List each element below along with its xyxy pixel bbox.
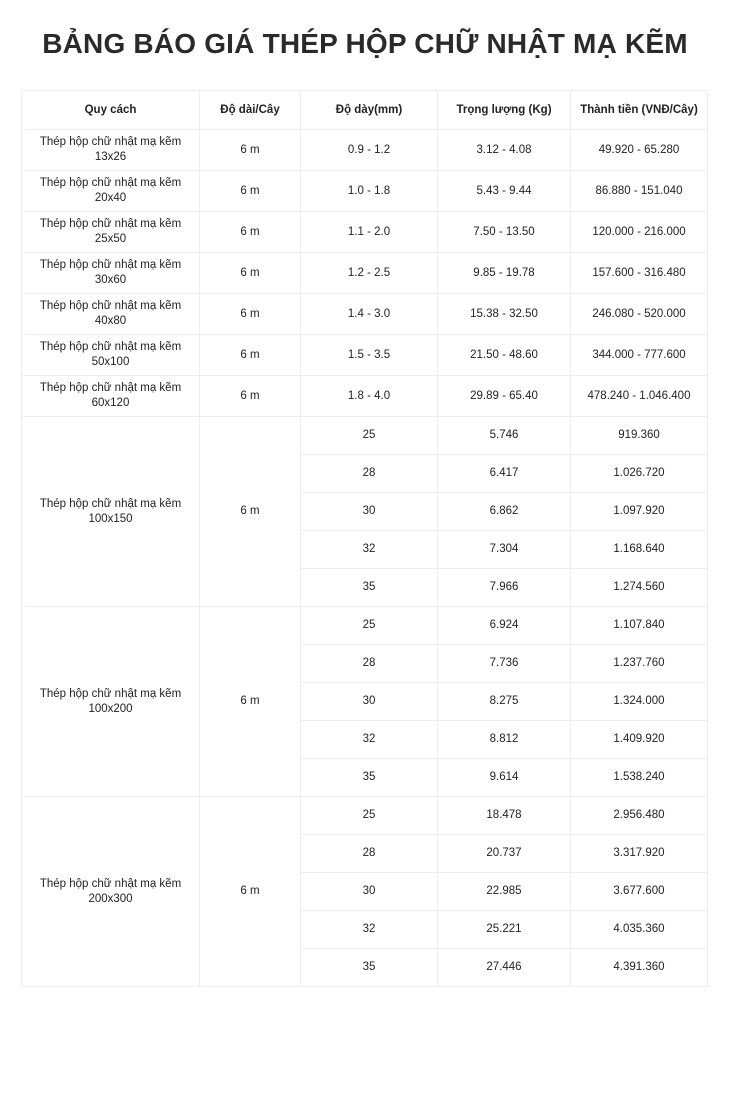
thickness-cell: 30 xyxy=(301,873,438,911)
weight-cell: 8.812 xyxy=(438,721,571,759)
price-cell: 1.274.560 xyxy=(571,569,708,607)
price-cell: 1.237.760 xyxy=(571,645,708,683)
spec-cell: Thép hộp chữ nhật mạ kẽm 100x150 xyxy=(22,417,200,607)
weight-cell: 3.12 - 4.08 xyxy=(438,130,571,171)
price-cell: 478.240 - 1.046.400 xyxy=(571,376,708,417)
weight-cell: 15.38 - 32.50 xyxy=(438,294,571,335)
length-cell: 6 m xyxy=(200,376,301,417)
length-cell: 6 m xyxy=(200,797,301,987)
thickness-cell: 35 xyxy=(301,759,438,797)
thickness-cell: 25 xyxy=(301,797,438,835)
thickness-cell: 25 xyxy=(301,417,438,455)
table-row xyxy=(22,212,708,253)
weight-cell: 20.737 xyxy=(438,835,571,873)
spec-cell: Thép hộp chữ nhật mạ kẽm 40x80 xyxy=(22,294,200,335)
thickness-cell: 32 xyxy=(301,911,438,949)
weight-cell: 9.614 xyxy=(438,759,571,797)
length-cell: 6 m xyxy=(200,335,301,376)
header-spec: Quy cách xyxy=(22,91,200,130)
thickness-cell: 32 xyxy=(301,721,438,759)
table-row xyxy=(22,376,708,417)
length-cell: 6 m xyxy=(200,130,301,171)
length-cell: 6 m xyxy=(200,607,301,797)
price-cell: 1.538.240 xyxy=(571,759,708,797)
thickness-cell: 1.5 - 3.5 xyxy=(301,335,438,376)
price-table xyxy=(21,90,708,987)
spec-cell: Thép hộp chữ nhật mạ kẽm 50x100 xyxy=(22,335,200,376)
table-header-row xyxy=(22,91,708,130)
thickness-cell: 1.4 - 3.0 xyxy=(301,294,438,335)
spec-cell: Thép hộp chữ nhật mạ kẽm 30x60 xyxy=(22,253,200,294)
table-row xyxy=(22,130,708,171)
header-price: Thành tiền (VNĐ/Cây) xyxy=(571,91,708,130)
weight-cell: 7.966 xyxy=(438,569,571,607)
thickness-cell: 32 xyxy=(301,531,438,569)
price-cell: 4.035.360 xyxy=(571,911,708,949)
length-cell: 6 m xyxy=(200,171,301,212)
length-cell: 6 m xyxy=(200,294,301,335)
weight-cell: 9.85 - 19.78 xyxy=(438,253,571,294)
header-weight: Trọng lượng (Kg) xyxy=(438,91,571,130)
weight-cell: 6.417 xyxy=(438,455,571,493)
weight-cell: 6.924 xyxy=(438,607,571,645)
weight-cell: 18.478 xyxy=(438,797,571,835)
price-cell: 1.026.720 xyxy=(571,455,708,493)
price-cell: 246.080 - 520.000 xyxy=(571,294,708,335)
thickness-cell: 28 xyxy=(301,835,438,873)
table-row xyxy=(22,335,708,376)
weight-cell: 22.985 xyxy=(438,873,571,911)
price-cell: 120.000 - 216.000 xyxy=(571,212,708,253)
table-body xyxy=(22,130,708,987)
weight-cell: 7.736 xyxy=(438,645,571,683)
price-cell: 344.000 - 777.600 xyxy=(571,335,708,376)
thickness-cell: 35 xyxy=(301,569,438,607)
weight-cell: 21.50 - 48.60 xyxy=(438,335,571,376)
thickness-cell: 28 xyxy=(301,455,438,493)
length-cell: 6 m xyxy=(200,417,301,607)
weight-cell: 6.862 xyxy=(438,493,571,531)
price-cell: 1.409.920 xyxy=(571,721,708,759)
thickness-cell: 30 xyxy=(301,683,438,721)
thickness-cell: 30 xyxy=(301,493,438,531)
table-row xyxy=(22,171,708,212)
header-length: Độ dài/Cây xyxy=(200,91,301,130)
table-row xyxy=(22,253,708,294)
table-row xyxy=(22,607,708,645)
weight-cell: 29.89 - 65.40 xyxy=(438,376,571,417)
spec-cell: Thép hộp chữ nhật mạ kẽm 13x26 xyxy=(22,130,200,171)
table-row xyxy=(22,797,708,835)
spec-cell: Thép hộp chữ nhật mạ kẽm 100x200 xyxy=(22,607,200,797)
header-thickness: Độ dày(mm) xyxy=(301,91,438,130)
thickness-cell: 1.8 - 4.0 xyxy=(301,376,438,417)
spec-cell: Thép hộp chữ nhật mạ kẽm 200x300 xyxy=(22,797,200,987)
weight-cell: 5.746 xyxy=(438,417,571,455)
thickness-cell: 0.9 - 1.2 xyxy=(301,130,438,171)
price-cell: 1.324.000 xyxy=(571,683,708,721)
spec-cell: Thép hộp chữ nhật mạ kẽm 25x50 xyxy=(22,212,200,253)
price-cell: 157.600 - 316.480 xyxy=(571,253,708,294)
spec-cell: Thép hộp chữ nhật mạ kẽm 60x120 xyxy=(22,376,200,417)
spec-cell: Thép hộp chữ nhật mạ kẽm 20x40 xyxy=(22,171,200,212)
thickness-cell: 1.2 - 2.5 xyxy=(301,253,438,294)
table-row xyxy=(22,417,708,455)
price-cell: 49.920 - 65.280 xyxy=(571,130,708,171)
weight-cell: 5.43 - 9.44 xyxy=(438,171,571,212)
price-cell: 919.360 xyxy=(571,417,708,455)
page-title: BẢNG BÁO GIÁ THÉP HỘP CHỮ NHẬT MẠ KẼM xyxy=(42,28,688,59)
thickness-cell: 25 xyxy=(301,607,438,645)
price-cell: 3.677.600 xyxy=(571,873,708,911)
table-row xyxy=(22,294,708,335)
price-cell: 1.097.920 xyxy=(571,493,708,531)
thickness-cell: 28 xyxy=(301,645,438,683)
price-cell: 86.880 - 151.040 xyxy=(571,171,708,212)
thickness-cell: 1.1 - 2.0 xyxy=(301,212,438,253)
thickness-cell: 1.0 - 1.8 xyxy=(301,171,438,212)
thickness-cell: 35 xyxy=(301,949,438,987)
price-cell: 1.107.840 xyxy=(571,607,708,645)
price-cell: 2.956.480 xyxy=(571,797,708,835)
weight-cell: 27.446 xyxy=(438,949,571,987)
price-cell: 4.391.360 xyxy=(571,949,708,987)
price-cell: 1.168.640 xyxy=(571,531,708,569)
length-cell: 6 m xyxy=(200,212,301,253)
weight-cell: 7.304 xyxy=(438,531,571,569)
weight-cell: 7.50 - 13.50 xyxy=(438,212,571,253)
weight-cell: 25.221 xyxy=(438,911,571,949)
price-cell: 3.317.920 xyxy=(571,835,708,873)
length-cell: 6 m xyxy=(200,253,301,294)
weight-cell: 8.275 xyxy=(438,683,571,721)
